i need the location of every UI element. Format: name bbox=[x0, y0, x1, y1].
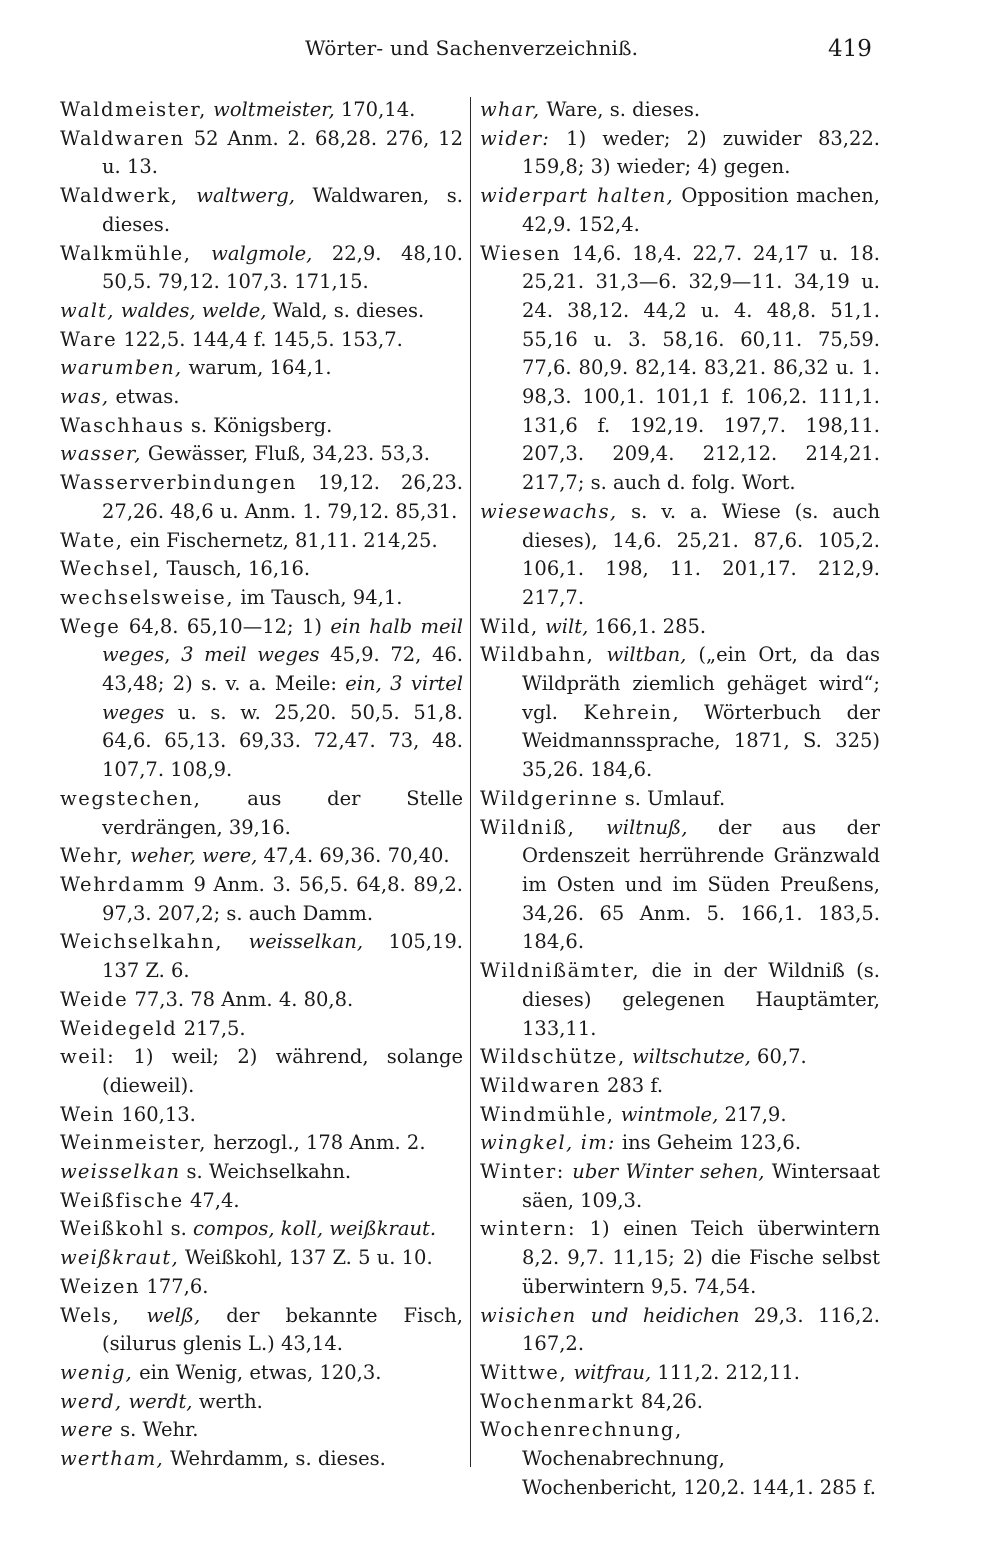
entry-headword: wingkel, im: bbox=[480, 1131, 616, 1155]
entry-headword: Wildbahn, bbox=[480, 643, 595, 667]
entry-italic-form: wilt, bbox=[545, 614, 589, 638]
entry-headword: Wittwe, bbox=[480, 1360, 568, 1384]
index-entry bbox=[60, 842, 463, 871]
index-entry bbox=[480, 1302, 880, 1359]
entry-headword: Wochenmarkt bbox=[480, 1389, 635, 1413]
entry-text: Wintersaat säen, 109,3. bbox=[522, 1160, 880, 1212]
entry-text: 177,6. bbox=[140, 1274, 209, 1298]
index-entry bbox=[60, 1416, 463, 1445]
entry-text: 217,5. bbox=[177, 1016, 246, 1040]
index-entry bbox=[60, 986, 463, 1015]
index-entry bbox=[480, 96, 880, 125]
entry-headword: Wein bbox=[60, 1102, 116, 1126]
entry-headword: weil: bbox=[60, 1045, 116, 1069]
entry-text: 9 Anm. 3. 56,5. 64,8. 89,2. 97,3. 207,2; s. auch Damm. bbox=[102, 872, 463, 925]
index-entry bbox=[480, 1072, 880, 1101]
entry-headword: Weidegeld bbox=[60, 1016, 178, 1040]
entry-text: 1) weder; 2) zuwider 83,22. 159,8; 3) wieder; 4) gegen. bbox=[522, 126, 880, 179]
index-entry bbox=[480, 814, 880, 958]
entry-text: 122,5. 144,4 f. 145,5. 153,7. bbox=[117, 327, 403, 351]
entry-text: s. v. a. Wiese (s. auch dieses), 14,6. 25,21. 87,6. 105,2. 106,1. 198, 11. 201,17. 212,9. 217,7. bbox=[522, 499, 880, 609]
entry-text: Wehrdamm, s. dieses. bbox=[163, 1447, 386, 1471]
entry-text: 105,19. 137 Z. 6. bbox=[102, 930, 463, 983]
entry-text: 22,9. 48,10. 50,5. 79,12. 107,3. 171,15. bbox=[102, 241, 463, 294]
index-entry bbox=[480, 1158, 880, 1215]
entry-headword: Wochenrechnung, bbox=[480, 1418, 683, 1442]
column-divider bbox=[470, 97, 471, 1467]
entry-text: 45,9. 72, 46. 43,48; 2) s. v. a. Meile: bbox=[102, 643, 463, 696]
entry-text: der bekannte Fisch, (silurus glenis L.) 43,14. bbox=[102, 1303, 463, 1356]
entry-text: Waldwaren, s. dieses. bbox=[102, 184, 463, 236]
index-entry bbox=[60, 785, 463, 842]
entry-text: Wald, s. dieses. bbox=[266, 298, 425, 322]
entry-text: warum, 164,1. bbox=[182, 356, 332, 380]
entry-headword: Wildniß, bbox=[480, 815, 576, 839]
entry-headword: wintern: bbox=[480, 1217, 577, 1241]
entry-text bbox=[120, 1304, 146, 1327]
entry-text: 1) einen Teich überwintern 8,2. 9,7. 11,15; 2) die Fische selbst überwintern 9,5. 74,54. bbox=[522, 1217, 880, 1298]
entry-text: aus der Stelle verdrängen, 39,16. bbox=[102, 786, 463, 839]
entry-italic-form: werdt, bbox=[128, 1389, 193, 1413]
entry-headword: Weißfische bbox=[60, 1188, 184, 1212]
entry-headword: Wate, bbox=[60, 528, 124, 552]
index-entry bbox=[480, 125, 880, 182]
entry-headword: Wehrdamm bbox=[60, 872, 186, 896]
index-column-left bbox=[60, 96, 463, 1474]
index-entry bbox=[60, 584, 463, 613]
entry-headword: Wildgerinne bbox=[480, 786, 619, 810]
entry-headword: Wels, bbox=[60, 1303, 121, 1327]
entry-text: der aus der Ordenszeit herrührende Gränzwald im Osten und im Süden Preußens, 34,26. 65 Anm. 5. 166,1. 183,5. 184,6. bbox=[522, 815, 880, 954]
entry-headword: wiesewachs, bbox=[480, 499, 618, 523]
entry-headword: Waldmeister, bbox=[60, 98, 207, 121]
entry-text: , bbox=[164, 643, 182, 667]
entry-headword: Weide bbox=[60, 987, 129, 1011]
entry-headword: wider: bbox=[480, 126, 551, 150]
entry-italic-form: uber Winter sehen, bbox=[572, 1160, 765, 1184]
entry-text: s. Wehr. bbox=[113, 1418, 199, 1442]
entry-text: („ein Ort, da das Wildpräth ziemlich gehäget wird“; vgl. bbox=[522, 643, 881, 724]
entry-headword: werd, bbox=[60, 1389, 123, 1413]
entry-text: , Wörterbuch der Weidmannssprache, 1871, S. 325) 35,26. 184,6. bbox=[522, 700, 880, 782]
index-entry bbox=[480, 1359, 880, 1388]
entry-text: 217,9. bbox=[718, 1102, 787, 1126]
index-entry bbox=[60, 1359, 463, 1388]
entry-headword: Wildwaren bbox=[480, 1073, 601, 1097]
entry-text bbox=[179, 184, 197, 207]
entry-headword: Windmühle, bbox=[480, 1102, 615, 1126]
index-entry bbox=[60, 871, 463, 928]
entry-text: 77,3. 78 Anm. 4. 80,8. bbox=[128, 987, 354, 1011]
entry-text: 29,3. 116,2. 167,2. bbox=[522, 1303, 880, 1356]
index-entry bbox=[480, 613, 880, 642]
index-entry bbox=[60, 1388, 463, 1417]
index-entry bbox=[480, 1043, 880, 1072]
index-entry bbox=[480, 957, 880, 1043]
running-title: Wörter- und Sachenverzeichniß. bbox=[305, 36, 639, 60]
entry-text: 47,4. bbox=[183, 1188, 240, 1212]
entry-headword: warumben, bbox=[60, 356, 183, 380]
entry-headword: Ware bbox=[60, 327, 118, 351]
entry-text: 84,26. bbox=[634, 1389, 703, 1413]
index-entry bbox=[480, 785, 880, 814]
entry-text: ein Wenig, etwas, 120,3. bbox=[132, 1360, 382, 1384]
entry-text: 64,8. 65,10—12; 1) bbox=[120, 614, 331, 638]
entry-headword: Wiesen bbox=[480, 241, 562, 265]
entry-headword: Weizen bbox=[60, 1274, 141, 1298]
index-entry bbox=[480, 641, 880, 785]
entry-headword: Wehr, bbox=[60, 844, 124, 868]
entry-headword: widerpart halten, bbox=[480, 184, 674, 208]
entry-headword: Waldwerk, bbox=[60, 184, 179, 208]
entry-text: ein Fischernetz, 81,11. 214,25. bbox=[123, 528, 438, 552]
index-entry bbox=[60, 354, 463, 383]
entry-italic-form: ein halb meil weges bbox=[102, 614, 463, 667]
entry-headword: Wildschütze, bbox=[480, 1045, 626, 1069]
index-entry bbox=[60, 297, 463, 326]
entry-text: 60,7. bbox=[750, 1045, 807, 1069]
index-entry bbox=[60, 412, 463, 441]
entry-italic-form: welß, bbox=[146, 1303, 201, 1327]
entry-italic-form: wiltban, bbox=[606, 643, 687, 667]
index-entry bbox=[480, 1129, 880, 1158]
index-entry bbox=[60, 182, 463, 239]
entry-headword: wegstechen, bbox=[60, 786, 202, 810]
entry-text: 47,4. 69,36. 70,40. bbox=[257, 844, 450, 868]
entry-headword: Weichselkahn, bbox=[60, 930, 224, 954]
entry-headword: whar, bbox=[480, 98, 541, 121]
index-entry bbox=[60, 383, 463, 412]
index-entry bbox=[60, 96, 463, 125]
stray-mark bbox=[601, 1535, 604, 1557]
entry-headword: Weinmeister, bbox=[60, 1131, 208, 1155]
entry-text bbox=[192, 242, 212, 265]
index-entry bbox=[60, 326, 463, 355]
entry-text bbox=[575, 816, 606, 839]
entry-headword: Wechsel, bbox=[60, 557, 161, 581]
index-entry bbox=[60, 1158, 463, 1187]
index-entry bbox=[60, 1244, 463, 1273]
entry-headword: wechselsweise, bbox=[60, 585, 235, 609]
index-entry bbox=[60, 555, 463, 584]
entry-headword: walt, bbox=[60, 298, 115, 322]
entry-text: s. Umlauf. bbox=[618, 786, 726, 810]
entry-text: 283 f. bbox=[600, 1073, 664, 1097]
entry-text: u. s. w. 25,20. 50,5. 51,8. 64,6. 65,13. 69,33. 72,47. 73, 48. 107,7. 108,9. bbox=[102, 700, 463, 782]
entry-italic-form: waldes, welde, bbox=[120, 298, 267, 322]
entry-italic-form: wiltnuß, bbox=[606, 815, 688, 839]
index-column-right bbox=[480, 96, 880, 1502]
entry-italic-form: wiltschutze, bbox=[631, 1045, 751, 1069]
entry-text bbox=[223, 930, 249, 953]
entry-text: 14,6. 18,4. 22,7. 24,17 u. 18. 25,21. 31,3—6. 32,9—11. 34,19 u. 24. 38,12. 44,2 u. 4. 48,8. 51,1. 55,16 u. 3. 58,16. 60,11. 75,59. 77,6. 80,9. 82,14. 83,21. 86,32 u. 1. 98,3. 100,1. 101,1 f. 106,2. 111,1. 131,6 f. 192,19. 197,7. 198,11. 207,3. 209,4. 212,12. 214,21. 217,7; s. auch d. folg. Wort. bbox=[522, 241, 880, 495]
entry-headword: Wasserverbindungen bbox=[60, 471, 297, 495]
entry-text: 1) weil; 2) während, solange (dieweil). bbox=[102, 1045, 463, 1097]
index-entry bbox=[60, 613, 463, 785]
index-entry bbox=[60, 527, 463, 556]
entry-text: 111,2. 212,11. bbox=[651, 1360, 800, 1384]
entry-text: s. Königsberg. bbox=[184, 413, 333, 437]
entry-headword: was, bbox=[60, 385, 110, 409]
entry-headword: Winter: bbox=[480, 1160, 565, 1184]
index-entry bbox=[60, 125, 463, 182]
index-entry bbox=[60, 1043, 463, 1100]
entry-text bbox=[594, 643, 606, 666]
index-entry bbox=[60, 1302, 463, 1359]
entry-italic-form: woltmeister, bbox=[213, 98, 335, 121]
index-entry bbox=[60, 1187, 463, 1216]
entry-text: Wochenabrechnung, Wochenbericht, 120,2. 144,1. 285 f. bbox=[522, 1447, 876, 1499]
entry-text: ins Geheim 123,6. bbox=[615, 1131, 802, 1155]
entry-headword: Weißkohl bbox=[60, 1217, 165, 1241]
entry-headword: were bbox=[60, 1418, 114, 1442]
entry-headword: wisichen bbox=[480, 1303, 577, 1327]
index-entry bbox=[60, 928, 463, 985]
entry-text bbox=[576, 1304, 590, 1327]
entry-text: die in der Wildniß (s. dieses) gelegenen Hauptämter, 133,11. bbox=[522, 959, 880, 1040]
index-entry bbox=[60, 440, 463, 469]
index-entry bbox=[480, 1416, 880, 1502]
index-entry bbox=[480, 1215, 880, 1301]
entry-headword: Walkmühle, bbox=[60, 241, 192, 265]
entry-text: Weißkohl, 137 Z. 5 u. 10. bbox=[178, 1246, 433, 1270]
entry-italic-form: waltwerg, bbox=[196, 184, 295, 208]
entry-text: etwas. bbox=[109, 385, 180, 409]
page-number: 419 bbox=[828, 36, 872, 62]
entry-text: 170,14. bbox=[334, 98, 416, 121]
entry-headword: Wild, bbox=[480, 614, 539, 638]
entry-text: s. bbox=[164, 1217, 194, 1241]
index-entry bbox=[60, 1445, 463, 1474]
entry-italic-form: 3 meil weges bbox=[181, 643, 320, 667]
entry-headword: Waldwaren bbox=[60, 126, 185, 150]
entry-italic-form: walgmole, bbox=[211, 241, 313, 265]
index-entry bbox=[60, 240, 463, 297]
entry-headword: wenig, bbox=[60, 1360, 133, 1384]
entry-text: 19,12. 26,23. 27,26. 48,6 u. Anm. 1. 79,12. 85,31. bbox=[102, 471, 463, 523]
entry-text: herzogl., 178 Anm. 2. bbox=[207, 1131, 426, 1155]
entry-text: Tausch, 16,16. bbox=[160, 557, 311, 581]
entry-text: s. Weichselkahn. bbox=[180, 1160, 352, 1184]
index-entry bbox=[60, 1273, 463, 1302]
entry-headword: weißkraut, bbox=[60, 1246, 179, 1270]
index-entry bbox=[60, 1129, 463, 1158]
entry-headword: Wege bbox=[60, 614, 121, 638]
index-entry bbox=[60, 469, 463, 526]
entry-headword: wasser, bbox=[60, 442, 142, 466]
entry-text: im Tausch, 94,1. bbox=[234, 585, 403, 609]
entry-italic-form: weisselkan, bbox=[248, 930, 364, 954]
entry-headword: wertham, bbox=[60, 1447, 164, 1471]
index-entry bbox=[60, 1101, 463, 1130]
entry-italic-form: und heidichen bbox=[590, 1303, 740, 1327]
entry-text: Gewässer, Fluß, 34,23. 53,3. bbox=[141, 442, 431, 466]
page-header bbox=[0, 36, 1000, 70]
index-entry bbox=[480, 1388, 880, 1417]
index-entry bbox=[480, 1101, 880, 1130]
entry-italic-form: ein, 3 virtel weges bbox=[102, 672, 464, 724]
entry-headword: weisselkan bbox=[60, 1160, 181, 1184]
entry-headword: Waschhaus bbox=[60, 413, 185, 437]
index-entry bbox=[480, 498, 880, 613]
entry-italic-form: witfrau, bbox=[573, 1360, 652, 1384]
entry-headword: Wildnißämter, bbox=[480, 959, 641, 983]
entry-text: Opposition machen, 42,9. 152,4. bbox=[522, 184, 880, 236]
entry-text: 160,13. bbox=[115, 1102, 196, 1126]
entry-text: werth. bbox=[192, 1389, 263, 1413]
entry-italic-form: weher, were, bbox=[130, 844, 258, 868]
entry-headword: Kehrein bbox=[583, 700, 673, 724]
entry-text: 52 Anm. 2. 68,28. 276, 12 u. 13. bbox=[102, 126, 463, 179]
entry-text: Ware, s. dieses. bbox=[540, 98, 701, 121]
entry-italic-form: compos, koll, weißkraut. bbox=[193, 1217, 437, 1241]
index-entry bbox=[60, 1015, 463, 1044]
index-entry bbox=[480, 182, 880, 239]
index-entry bbox=[480, 240, 880, 498]
entry-text: 166,1. 285. bbox=[588, 614, 707, 638]
entry-italic-form: wintmole, bbox=[620, 1102, 719, 1126]
index-entry bbox=[60, 1215, 463, 1244]
